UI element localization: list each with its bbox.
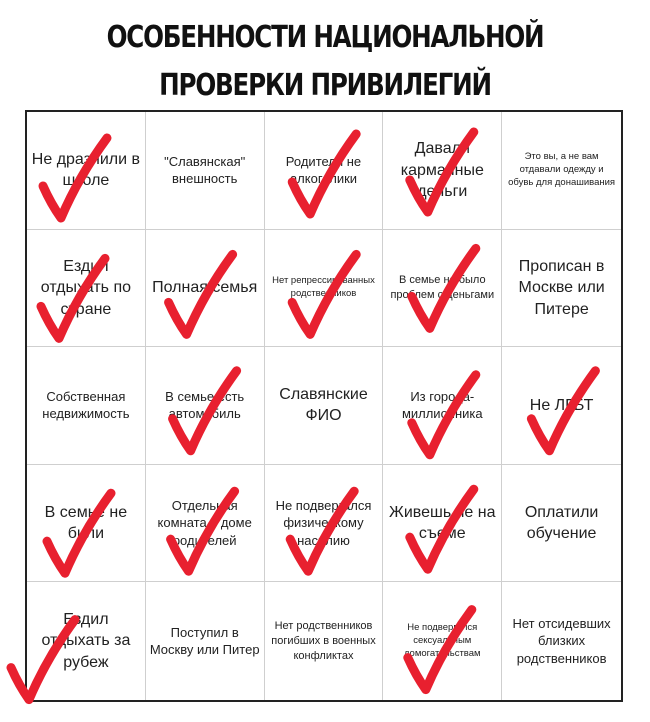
bingo-cell[interactable]: [502, 230, 621, 348]
bingo-grid: [25, 110, 623, 702]
cell-label: Поступил в Москву или Питер: [149, 624, 260, 658]
cell-label: В семье не было проблем с деньгами: [390, 274, 495, 301]
bingo-cell[interactable]: [146, 347, 265, 465]
bingo-cell[interactable]: [146, 112, 265, 230]
bingo-cell[interactable]: [383, 230, 502, 348]
bingo-cell[interactable]: [27, 230, 146, 348]
cell-label: Прописан в Москве или Питере: [518, 257, 605, 318]
bingo-cell[interactable]: [383, 347, 502, 465]
bingo-cell[interactable]: [502, 347, 621, 465]
bingo-cell[interactable]: [265, 112, 384, 230]
bingo-cell[interactable]: [383, 582, 502, 700]
bingo-cell[interactable]: [383, 465, 502, 583]
cell-label: Славянские ФИО: [279, 385, 368, 425]
bingo-cell[interactable]: [27, 347, 146, 465]
bingo-cell[interactable]: [146, 582, 265, 700]
cell-label: Полная семья: [152, 279, 258, 297]
bingo-cell[interactable]: [146, 230, 265, 348]
bingo-cell[interactable]: [27, 582, 146, 700]
cell-label: Родители не алкоголики: [285, 153, 362, 187]
cell-label: Это вы, а не вам отдавали одежду и обувь для донашивания: [508, 151, 616, 188]
cell-label: Не подвергался сексуальным домогательствам: [404, 621, 481, 659]
cell-label: Нет репрессированных родственников: [272, 275, 375, 299]
cell-label: Собственная недвижимость: [42, 388, 130, 422]
cell-label: В семье не били: [44, 503, 128, 543]
bingo-cell[interactable]: [265, 582, 384, 700]
cell-label: Ездил отдыхать по стране: [40, 257, 131, 318]
cell-label: Живешь не на съеме: [389, 503, 496, 543]
cell-label: Давали карманные деньги: [400, 139, 484, 201]
bingo-cell[interactable]: [27, 465, 146, 583]
cell-label: Отдельная комната в доме родителей: [157, 497, 252, 548]
cell-label: Не подвергался физическому насилию: [275, 497, 372, 548]
cell-label: В семье есть автомобиль: [165, 388, 245, 422]
bingo-cell[interactable]: [502, 582, 621, 700]
cell-label: Нет отсидевших близких родственников: [512, 615, 611, 666]
cell-label: Оплатили обучение: [524, 503, 599, 543]
cell-label: Ездил отдыхать за рубеж: [41, 610, 131, 671]
page-title: ОСОБЕННОСТИ НАЦИОНАЛЬНОЙ ПРОВЕРКИ ПРИВИЛЕГИЙ: [106, 20, 544, 103]
bingo-cell[interactable]: [502, 112, 621, 230]
bingo-cell[interactable]: [146, 465, 265, 583]
cell-label: Не ЛГБТ: [529, 396, 594, 414]
bingo-cell[interactable]: [265, 347, 384, 465]
bingo-cell[interactable]: [383, 112, 502, 230]
bingo-cell[interactable]: [27, 112, 146, 230]
cell-label: Нет родственников погибших в военных конфликтах: [271, 619, 376, 662]
bingo-cell[interactable]: [265, 230, 384, 348]
cell-label: "Славянская" внешность: [164, 153, 246, 187]
bingo-cell[interactable]: [502, 465, 621, 583]
cell-label: Не дразнили в школе: [31, 150, 140, 190]
bingo-cell[interactable]: [265, 465, 384, 583]
cell-label: Из города-миллионника: [401, 388, 483, 422]
